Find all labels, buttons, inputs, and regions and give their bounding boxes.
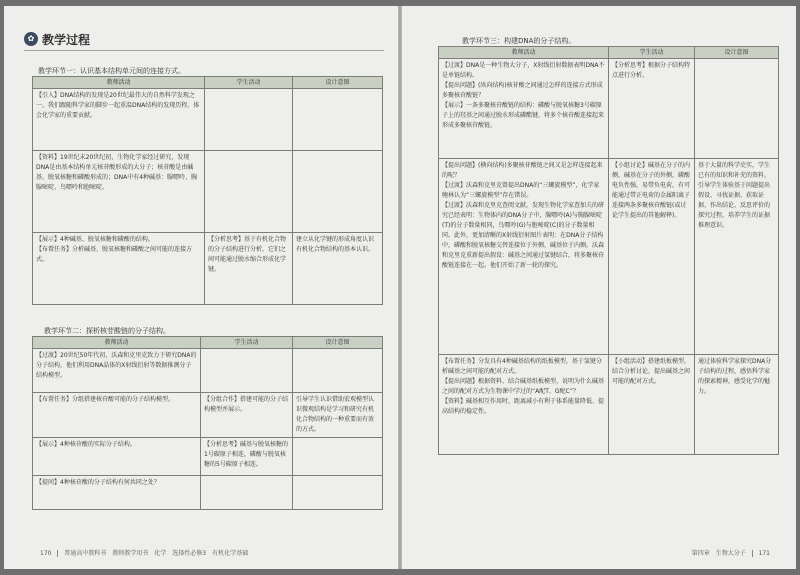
teacher-activity: 【布置任务】分组搭建核苷酸可能的分子结构模型。 <box>33 393 201 438</box>
section-title-2: 教学环节二：探析核苷酸链的分子结构。 <box>44 327 170 335</box>
student-activity: 【分组合作】搭建可能的分子结构模型并展示。 <box>201 393 293 438</box>
header-divider <box>24 50 384 51</box>
table-header-row <box>33 77 383 89</box>
student-activity <box>205 151 293 233</box>
table-row <box>33 151 383 233</box>
column-header: 教师活动 <box>33 337 201 349</box>
teacher-activity: 【提问】4种核苷酸的分子结构有何共同之处？ <box>33 476 201 510</box>
design-intent: 引导学生认识借助宏观模型认识微观结构是学习和研究有机化合物结构的一种重要而有效的方式。 <box>293 393 383 438</box>
section-title-3: 教学环节三：构建DNA的分子结构。 <box>462 37 576 45</box>
footer-divider <box>57 550 58 557</box>
column-header: 设计意图 <box>293 337 383 349</box>
design-intent <box>293 151 383 233</box>
table-header-row <box>33 337 383 349</box>
design-intent: 基于大量的科学史实，学生已有的知识和补充的资料，引导学生体验基于问题提出假设、寻找证据、获取证据、作出结论、反思评价的探究过程，培养学生的证据推理意识。 <box>695 159 779 355</box>
page-footer <box>692 548 770 557</box>
design-intent <box>293 349 383 393</box>
column-header: 教师活动 <box>439 47 609 59</box>
lesson-table-2 <box>32 336 383 510</box>
table-row <box>33 349 383 393</box>
page-number: 171 <box>758 550 770 557</box>
table-row <box>439 355 779 455</box>
teacher-activity: 【提出问题】(横向结构)多聚核苷酸链之间又是怎样连接起来的呢？ 【过渡】沃森和克里克曾提出DNA的“三螺旋模型”，化学家鲍林认为“三螺旋模型”存在错误。 【过渡】沃森和克里克查阅文献，发现生物化学家查加夫的研究已经表明：生物体内的DNA分子中，腺嘌呤(A)与胸腺嘧啶(T)的分子数量相同，鸟嘌呤(G)与胞嘧啶(C)的分子数量相同。此外，更加清晰的X射线衍射图片表明：在DNA分子结构中，磷酸和脱氧核糖交替连接位于外侧，碱基位于内侧。沃森和克里克重新提出假设：碱基之间通过氢键结合，将多聚核苷酸链连接在一起。他们开始了新一轮的探究。 <box>439 159 609 355</box>
table-row <box>33 393 383 438</box>
student-activity: 【分析思考】基于有机化合物的分子结构进行分析，它们之间可能通过脱水缩合形成化学键。 <box>205 233 293 305</box>
page-header <box>24 30 90 48</box>
lesson-table-3 <box>438 46 779 455</box>
column-header: 学生活动 <box>609 47 695 59</box>
column-header: 学生活动 <box>205 77 293 89</box>
table-row <box>33 89 383 151</box>
student-activity: 【小组活动】搭建纸板模型，结合分析讨论，提出碱基之间可能的配对方式。 <box>609 355 695 455</box>
design-intent <box>293 438 383 476</box>
leaf-icon: ✿ <box>24 32 38 46</box>
table-row <box>33 438 383 476</box>
table-header-row <box>439 47 779 59</box>
design-intent <box>293 476 383 510</box>
student-activity <box>201 476 293 510</box>
design-intent: 建立从化学键的形成角度认识有机化合物结构的基本认识。 <box>293 233 383 305</box>
student-activity <box>201 349 293 393</box>
lesson-table-1 <box>32 76 383 305</box>
footer-chapter: 第四章 生物大分子 <box>691 550 746 557</box>
page-footer <box>40 548 248 557</box>
section-title-1: 教学环节一：认识基本结构单元间的连接方式。 <box>38 67 185 75</box>
page-number: 170 <box>40 550 52 557</box>
student-activity <box>205 89 293 151</box>
teacher-activity: 【展示】4种核苷酸的实际分子结构。 <box>33 438 201 476</box>
design-intent <box>293 89 383 151</box>
column-header: 设计意图 <box>695 47 779 59</box>
teacher-activity: 【展示】4种碱基、脱氧核糖和磷酸的结构。 【布置任务】分析碱基、脱氧核糖和磷酸之间可能的连接方式。 <box>33 233 205 305</box>
teacher-activity: 【资料】19世纪末20世纪初，生物化学家经过研究，发现DNA是由基本结构单元核苷酸形成的大分子；核苷酸是由碱基、脱氧核糖和磷酸形成的；DNA中有4种碱基：腺嘌呤、胸腺嘧啶、鸟嘌呤和胞嘧啶。 <box>33 151 205 233</box>
teacher-activity: 【引入】DNA结构的发现是20世纪最伟大的自然科学发现之一。我们跟随科学家的脚步一起重温DNA结构的发现历程，体会化学家的重要贡献。 <box>33 89 205 151</box>
student-activity: 【小组讨论】碱基在分子的内侧，碱基在分子的外侧，磷酸电负性强，易带负电荷，有可能通过带正电荷的金属阳离子连接两条多聚核苷酸链(或讨论学生提出的其他解释)。 <box>609 159 695 355</box>
teacher-activity: 【过渡】DNA是一种生物大分子，X射线衍射数据表明DNA不是单链结构。 【提出问题】(纵向结构)核苷酸之间通过怎样的连接方式形成多聚核苷酸链？ 【展示】一条多聚核苷酸链的结构：磷酸与脱氧核糖3号碳原子上的羟基之间通过脱水形成磷酯键，将多个核苷酸连接起来形成多聚核苷酸链。 <box>439 59 609 159</box>
footer-divider <box>752 550 753 557</box>
book-spread <box>4 6 796 569</box>
footer-book-title: 普通高中教科书 教师教学用书 化学 选择性必修3 有机化学基础 <box>64 550 249 557</box>
design-intent: 通过体验科学家探究DNA分子结构的过程，感悟科学家的探索精神，感受化学的魅力。 <box>695 355 779 455</box>
left-page <box>4 6 398 569</box>
teacher-activity: 【布置任务】分发具有4种碱基结构的纸板模型，基于氢键分析碱基之间可能的配对方式。 【提出问题】根据资料、结合碱基纸板模型，说明为什么碱基之间的配对方式为生物课中学过的“A配T、G配C”？ 【资料】碱基相互作用时，距离减小有利于体系能量降低、提高结构的稳定性。 <box>439 355 609 455</box>
student-activity: 【分析思考】碱基与脱氧核糖的1号碳原子相连，磷酸与脱氧核糖的5号碳原子相连。 <box>201 438 293 476</box>
column-header: 教师活动 <box>33 77 205 89</box>
teacher-activity: 【过渡】20世纪50年代初，沃森和克里克致力于研究DNA的分子结构，他们利用DNA晶体的X射线衍射等数据推测分子结构模型。 <box>33 349 201 393</box>
student-activity: 【分析思考】根据分子结构特点进行分析。 <box>609 59 695 159</box>
right-page <box>402 6 796 569</box>
table-row <box>33 476 383 510</box>
design-intent <box>695 59 779 159</box>
column-header: 设计意图 <box>293 77 383 89</box>
table-row <box>439 59 779 159</box>
column-header: 学生活动 <box>201 337 293 349</box>
table-row <box>33 233 383 305</box>
page-title: 教学过程 <box>42 32 91 47</box>
table-row <box>439 159 779 355</box>
